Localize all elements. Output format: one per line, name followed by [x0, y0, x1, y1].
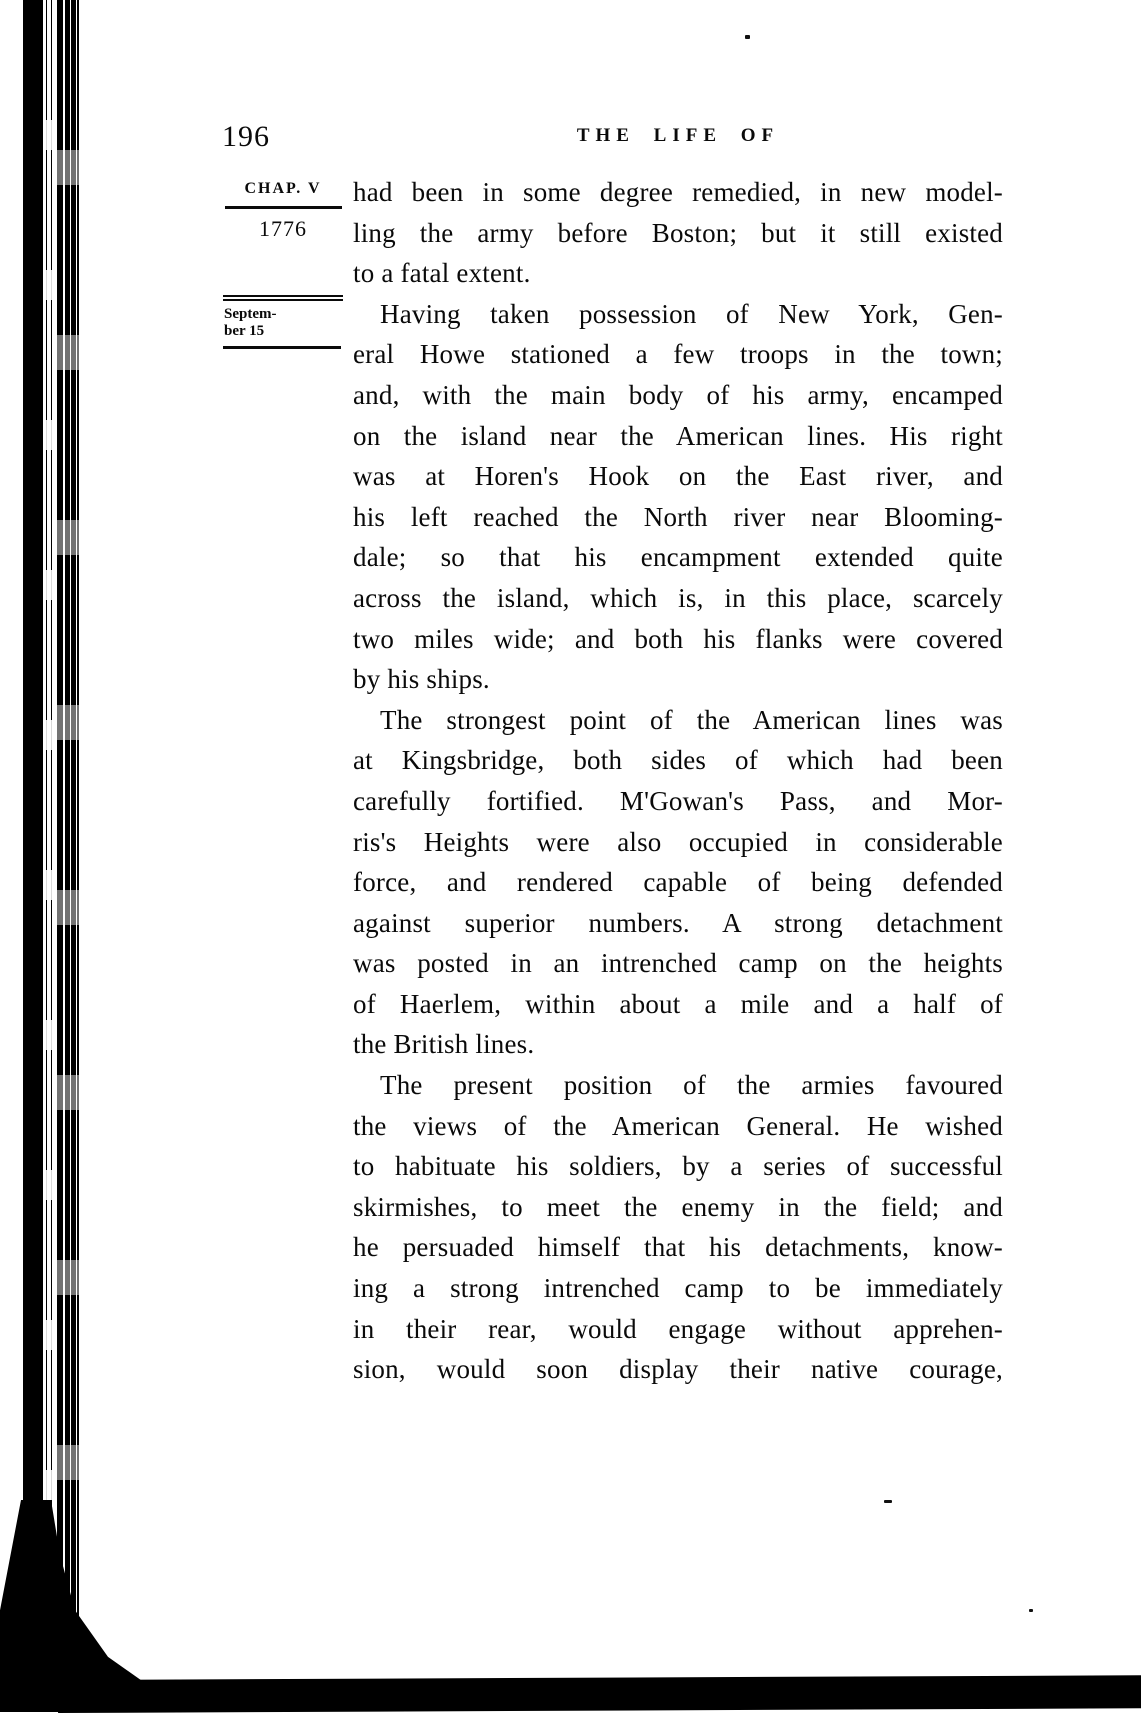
- text-line: The strongest point of the American lines was: [380, 704, 1003, 735]
- text-line: had been in some degree remedied, in new model-: [353, 177, 1003, 207]
- margin-date-line: Septem-: [224, 306, 277, 322]
- margin-date-note: [224, 306, 344, 340]
- text-line: was posted in an intrenched camp on the heights: [353, 948, 1003, 979]
- margin-year-note: 1776: [259, 216, 307, 241]
- page-number: 196: [222, 120, 270, 153]
- text-line: The present position of the armies favoured: [380, 1070, 1003, 1101]
- text-line: skirmishes, to meet the enemy in the field; and: [353, 1191, 1003, 1222]
- text-line: to a fatal extent.: [353, 258, 531, 289]
- text-line: force, and rendered capable of being defended: [353, 867, 1003, 898]
- margin-chapter-note: CHAP. V: [244, 180, 322, 197]
- text-line: across the island, which is, in this place, scarcely: [353, 582, 1003, 613]
- text-line: carefully fortified. M'Gowan's Pass, and Mor-: [353, 785, 1003, 816]
- text-line: the British lines.: [353, 1029, 535, 1060]
- margin-rule: [223, 346, 341, 349]
- ink-speck: [745, 35, 750, 39]
- binding-white-sliver: [43, 0, 57, 1700]
- text-line: two miles wide; and both his flanks were covered: [353, 623, 1003, 654]
- binding-streak-band: [57, 0, 79, 1695]
- text-line: eral Howe stationed a few troops in the town;: [353, 339, 1003, 370]
- body-text: [353, 172, 1003, 1390]
- text-line: ing a strong intrenched camp to be immediately: [353, 1273, 1003, 1304]
- text-line: on the island near the American lines. His right: [353, 420, 1003, 451]
- margin-rule: [225, 206, 342, 209]
- text-line: he persuaded himself that his detachments, know-: [353, 1232, 1003, 1263]
- text-line: by his ships.: [353, 664, 490, 695]
- text-line: his left reached the North river near Blooming-: [353, 501, 1003, 532]
- ink-speck: [884, 1500, 892, 1503]
- text-line: sion, would soon display their native courage,: [353, 1354, 1003, 1385]
- binding-shadow-bar: [23, 0, 43, 1705]
- text-line: at Kingsbridge, both sides of which had been: [353, 745, 1003, 776]
- bottom-scan-bar: [58, 1675, 1141, 1713]
- text-line: dale; so that his encampment extended quite: [353, 542, 1003, 573]
- margin-rule: [223, 295, 343, 297]
- text-line: and, with the main body of his army, encamped: [353, 379, 1003, 410]
- text-line: against superior numbers. A strong detachment: [353, 907, 1003, 938]
- running-header: THE LIFE OF: [576, 125, 780, 146]
- text-line: of Haerlem, within about a mile and a half of: [353, 988, 1003, 1019]
- text-line: was at Horen's Hook on the East river, and: [353, 461, 1003, 492]
- margin-date-line: ber 15: [224, 323, 265, 339]
- ink-speck: [1029, 1609, 1033, 1612]
- text-line: ris's Heights were also occupied in considerable: [353, 826, 1003, 857]
- text-line: in their rear, would engage without apprehen-: [353, 1313, 1003, 1344]
- text-line: the views of the American General. He wished: [353, 1110, 1003, 1141]
- text-line: ling the army before Boston; but it still existed: [353, 217, 1003, 248]
- text-line: to habituate his soldiers, by a series of successful: [353, 1151, 1003, 1182]
- text-line: Having taken possession of New York, Gen-: [380, 298, 1003, 329]
